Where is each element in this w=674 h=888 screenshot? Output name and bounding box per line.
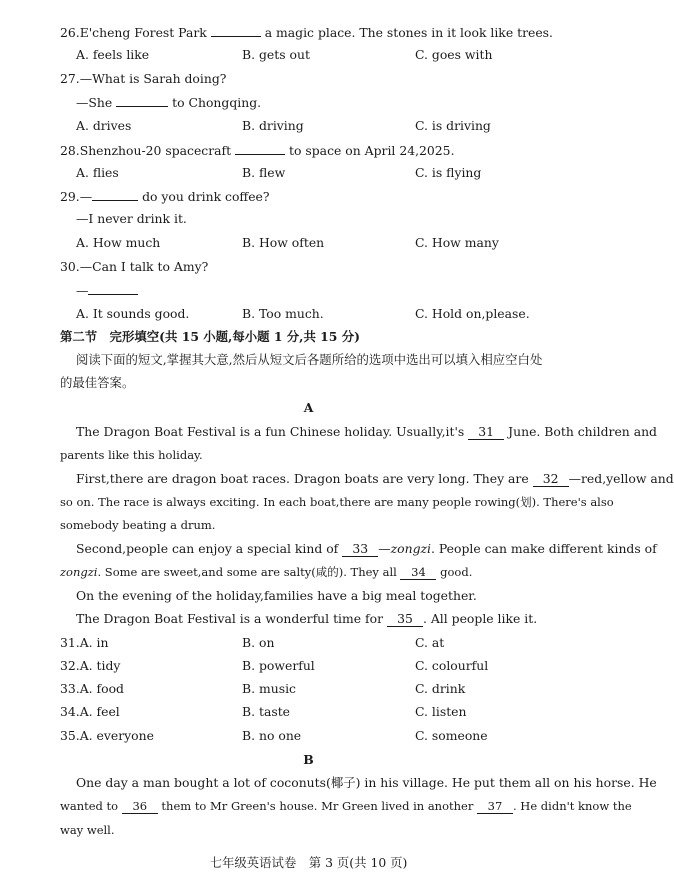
option-a[interactable]: A. It sounds good.: [76, 306, 190, 321]
passage-text: . He didn't know the: [513, 799, 632, 813]
option-a[interactable]: A. flies: [76, 165, 119, 180]
question-29-line2: —I never drink it.: [76, 211, 187, 226]
option-c[interactable]: C. someone: [415, 728, 488, 743]
option-c[interactable]: C. colourful: [415, 658, 489, 673]
option-b[interactable]: B. on: [242, 635, 275, 650]
passage-line: [76, 541, 657, 557]
question-number: 26.: [60, 25, 80, 40]
question-stem: —: [79, 189, 93, 204]
blank-32[interactable]: 32: [533, 472, 569, 487]
passage-line: [60, 564, 472, 580]
question-stem: to Chongqing.: [172, 95, 262, 110]
passage-line: [76, 424, 657, 440]
question-stem: —: [76, 283, 89, 298]
passage-text: First,there are dragon boat races. Dragon boats are very long. They are: [76, 471, 529, 486]
passage-text: them to Mr Green's house. Mr Green lived in another: [161, 799, 474, 813]
option-a[interactable]: A. feel: [79, 704, 120, 719]
section-title: 第二节 完形填空(共 15 小题,每小题 1 分,共 15 分): [60, 329, 360, 344]
blank-35[interactable]: 35: [387, 612, 423, 627]
passage-text-italic: zongzi: [60, 565, 98, 579]
passage-heading: A: [303, 400, 314, 415]
option-a[interactable]: A. tidy: [79, 658, 121, 673]
question-number: 30.: [60, 259, 80, 274]
question-number: 27.: [60, 71, 80, 86]
passage-line: One day a man bought a lot of coconuts(椰子) in his village. He put them all on his horse. He: [76, 775, 657, 790]
passage-line: [60, 798, 632, 814]
question-stem: —She: [76, 95, 113, 110]
question-stem: —Can I talk to Amy?: [79, 259, 209, 274]
option-c[interactable]: C. listen: [415, 704, 467, 719]
blank-37[interactable]: 37: [477, 799, 513, 814]
option-a[interactable]: A. in: [79, 635, 109, 650]
question-number: 32.: [60, 658, 80, 673]
question-stem: Shenzhou-20 spacecraft: [79, 143, 232, 158]
option-c[interactable]: C. How many: [415, 235, 499, 250]
option-c[interactable]: C. Hold on,please.: [415, 306, 530, 321]
passage-text: June. Both children and: [508, 424, 657, 439]
answer-blank[interactable]: [92, 188, 138, 201]
passage-heading: B: [303, 752, 314, 767]
question-stem: E'cheng Forest Park: [79, 25, 207, 40]
answer-blank[interactable]: [88, 282, 138, 295]
option-b[interactable]: B. Too much.: [242, 306, 324, 321]
option-a[interactable]: A. everyone: [79, 728, 154, 743]
passage-text: good.: [440, 565, 473, 579]
question-26: [60, 24, 553, 41]
answer-blank[interactable]: [235, 142, 285, 155]
passage-line: somebody beating a drum.: [60, 518, 216, 532]
passage-text: . People can make different kinds of: [431, 541, 657, 556]
option-c[interactable]: C. goes with: [415, 47, 493, 62]
passage-line: [76, 471, 674, 487]
option-a[interactable]: A. drives: [76, 118, 132, 133]
question-stem: do you drink coffee?: [142, 189, 270, 204]
section-instructions: 阅读下面的短文,掌握其大意,然后从短文后各题所给的选项中选出可以填入相应空白处: [76, 352, 543, 367]
option-b[interactable]: B. driving: [242, 118, 304, 133]
option-row-32: [60, 658, 120, 674]
passage-text: wanted to: [60, 799, 119, 813]
passage-text: —red,yellow and: [568, 471, 674, 486]
option-row-33: [60, 681, 124, 697]
answer-blank[interactable]: [211, 24, 261, 37]
question-stem: —What is Sarah doing?: [79, 71, 227, 86]
section-instructions: 的最佳答案。: [60, 375, 135, 390]
option-row-35: [60, 728, 154, 744]
blank-36[interactable]: 36: [122, 799, 158, 814]
blank-31[interactable]: 31: [468, 425, 504, 440]
question-stem: a magic place. The stones in it look like trees.: [264, 25, 553, 40]
question-number: 28.: [60, 143, 80, 158]
passage-line: parents like this holiday.: [60, 448, 203, 462]
option-c[interactable]: C. is driving: [415, 118, 491, 133]
question-number: 35.: [60, 728, 80, 743]
passage-text: The Dragon Boat Festival is a fun Chinese holiday. Usually,it's: [76, 424, 465, 439]
question-29: [60, 188, 270, 205]
question-27: [60, 71, 226, 87]
option-b[interactable]: B. taste: [242, 704, 291, 719]
option-b[interactable]: B. powerful: [242, 658, 315, 673]
question-number: 31.: [60, 635, 80, 650]
option-c[interactable]: C. is flying: [415, 165, 482, 180]
option-a[interactable]: A. feels like: [76, 47, 150, 62]
passage-text: . Some are sweet,and some are salty(咸的). They all: [97, 565, 397, 579]
answer-blank[interactable]: [116, 94, 168, 107]
passage-line: so on. The race is always exciting. In each boat,there are many people rowing(划). There's also: [60, 495, 614, 509]
option-b[interactable]: B. flew: [242, 165, 286, 180]
passage-text: The Dragon Boat Festival is a wonderful time for: [76, 611, 384, 626]
passage-text-italic: zongzi: [390, 541, 432, 556]
blank-33[interactable]: 33: [342, 542, 378, 557]
option-a[interactable]: A. How much: [76, 235, 161, 250]
option-c[interactable]: C. drink: [415, 681, 466, 696]
option-b[interactable]: B. music: [242, 681, 296, 696]
passage-text: —: [378, 541, 391, 556]
blank-34[interactable]: 34: [400, 565, 436, 580]
question-28: [60, 142, 455, 159]
passage-line: way well.: [60, 823, 115, 837]
option-row-31: [60, 635, 109, 651]
question-number: 29.: [60, 189, 80, 204]
passage-line: [76, 611, 537, 627]
question-stem: to space on April 24,2025.: [289, 143, 455, 158]
question-27-line2: [76, 94, 261, 111]
option-b[interactable]: B. gets out: [242, 47, 310, 62]
question-number: 33.: [60, 681, 80, 696]
option-row-34: [60, 704, 120, 720]
question-number: 34.: [60, 704, 80, 719]
question-30: [60, 259, 208, 275]
option-a[interactable]: A. food: [79, 681, 124, 696]
page-footer: 七年级英语试卷 第 3 页(共 10 页): [209, 855, 408, 870]
option-b[interactable]: B. no one: [242, 728, 302, 743]
question-30-line2: [76, 282, 138, 299]
option-c[interactable]: C. at: [415, 635, 445, 650]
option-b[interactable]: B. How often: [242, 235, 325, 250]
passage-text: . All people like it.: [422, 611, 538, 626]
passage-text: Second,people can enjoy a special kind of: [76, 541, 339, 556]
passage-line: On the evening of the holiday,families have a big meal together.: [76, 588, 477, 603]
